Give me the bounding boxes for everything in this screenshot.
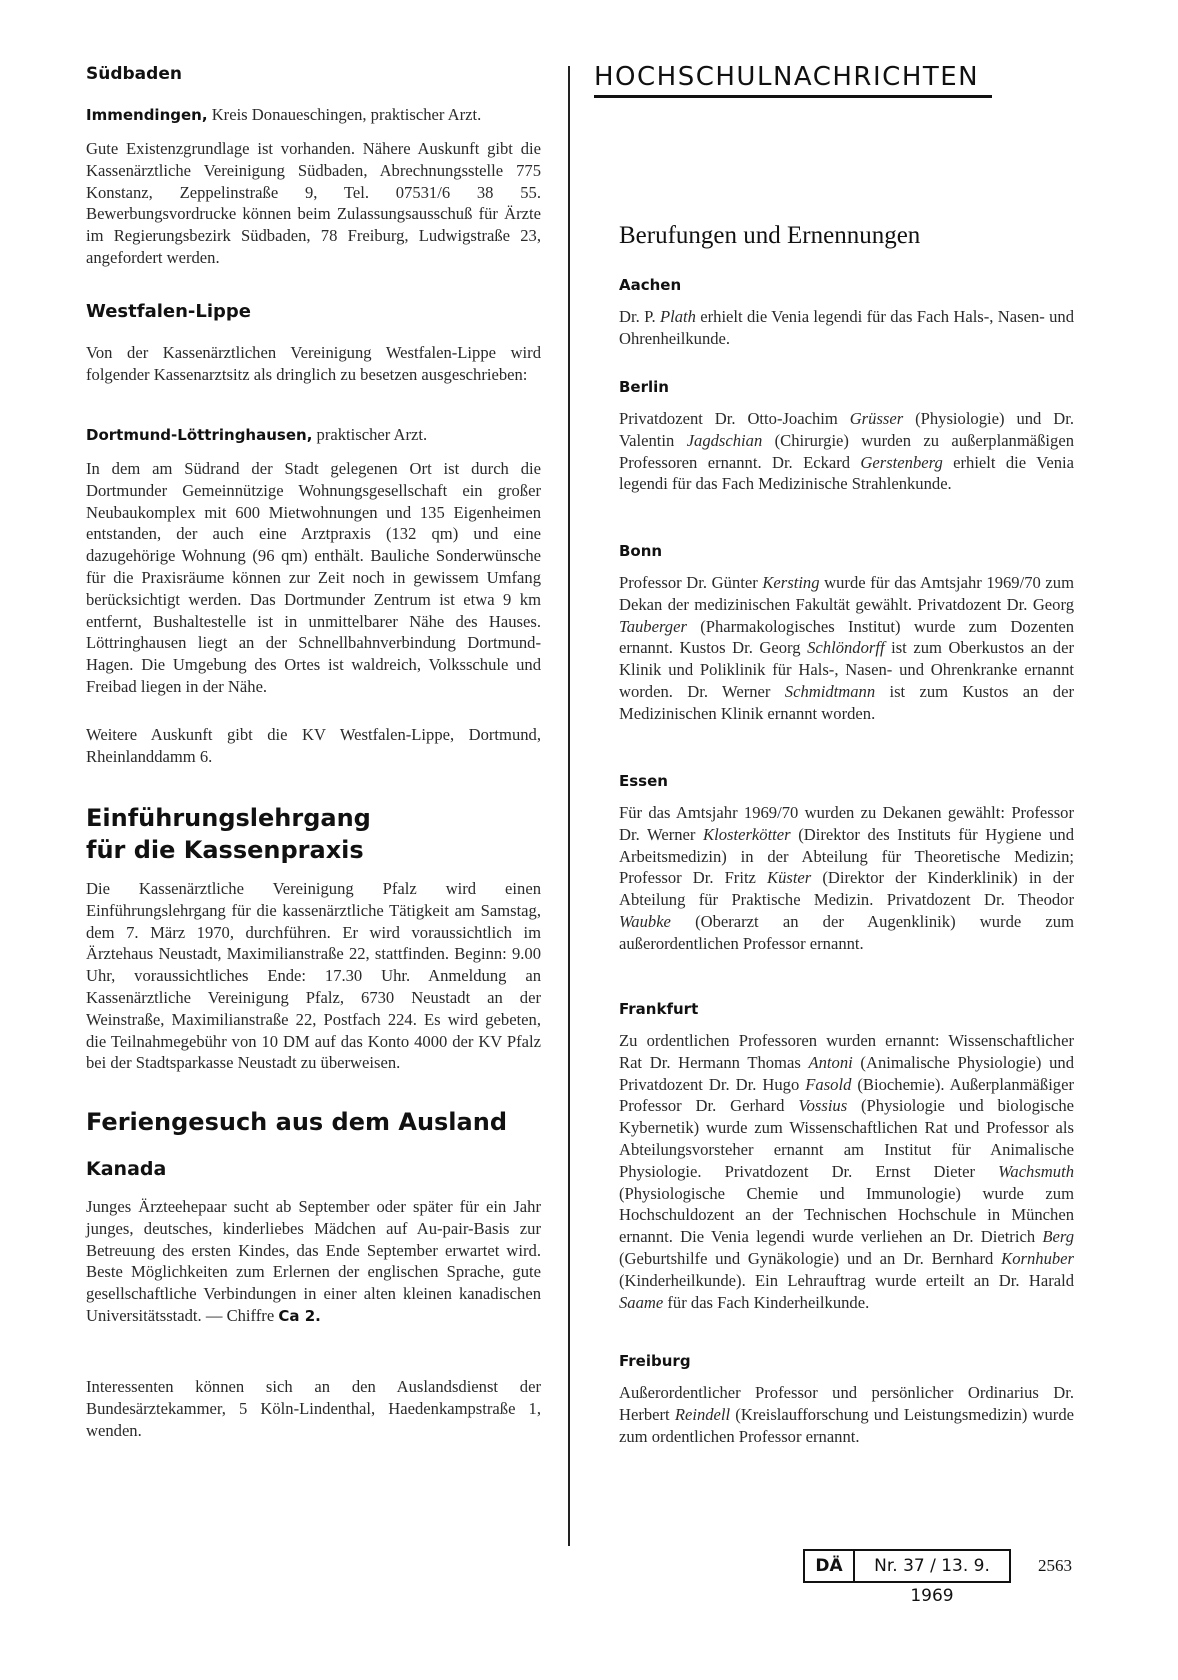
- aachen-text: Dr. P. Plath erhielt die Venia legendi für das Fach Hals-, Nasen- und Ohrenheilkunde.: [619, 307, 1074, 348]
- person-name: Jagdschian: [686, 430, 763, 450]
- section-masthead: HOCHSCHULNACHRICHTEN: [594, 62, 992, 98]
- westfalen-intro: Von der Kassenärztlichen Vereinigung Westfalen-Lippe wird folgender Kassenarztsitz als dringlich zu besetzen ausgeschrieben:: [86, 343, 541, 384]
- person-name: Reindell: [674, 1404, 731, 1424]
- chiffre: Ca 2.: [278, 1306, 321, 1325]
- heading-kanada: Kanada: [86, 1158, 167, 1180]
- suedbaden-text: Gute Existenzgrundlage ist vorhanden. Nähere Auskunft gibt die Kassenärztliche Vereinigung Südbaden, Abrechnungsstelle 775 Konstanz, Zeppelinstraße 9, Tel. 07531/6 38 55. Bewerbungsvordrucke können beim Zulassungsausschuß für Ärzte im Regierungsbezirk Südbaden, 78 Freiburg, Ludwigstraße 23, angefordert werden.: [86, 139, 541, 267]
- person-name: Berg: [1042, 1227, 1074, 1247]
- person-name: Kersting: [762, 573, 820, 592]
- person-name: Antoni: [808, 1052, 853, 1072]
- person-name: Grüsser: [849, 409, 904, 428]
- person-name: Saame: [619, 1292, 664, 1312]
- westfalen-text: In dem am Südrand der Stadt gelegenen Ort ist durch die Dortmunder Gemeinnützige Wohnungsgesellschaft ein großer Neubaukomplex mit 600 Mietwohnungen und 135 Eigenheimen entstanden, der auch eine Arztpraxis (132 qm) und eine dazugehörige Wohnung (96 qm) enthält. Bauliche Sonderwünsche für die Praxisräume können zur Zeit noch in gewissem Umfang berücksichtigt werden. Das Dortmunder Zentrum ist etwa 9 km entfernt, Bushaltestelle ist in unmittelbarer Nähe des Hauses. Löttringhausen liegt an der Schnellbahnverbindung Dortmund-Hagen. Die Umgebung des Ortes ist waldreich, Volksschule und Freibad liegen in der Nähe.: [86, 459, 541, 696]
- person-name: Gerstenberg: [860, 452, 943, 472]
- heading-berlin: Berlin: [619, 378, 669, 396]
- ort-detail: Kreis Donaueschingen, praktischer Arzt.: [207, 105, 482, 124]
- ort-name: Dortmund-Löttringhausen,: [86, 426, 313, 444]
- ferien-text: [86, 1196, 541, 1328]
- person-name: Wachsmuth: [998, 1161, 1074, 1181]
- bonn-text: Professor Dr. Günter Kersting wurde für das Amtsjahr 1969/70 zum Dekan der medizinischen Fakultät gewählt. Privatdozent Dr. Georg Tauberger (Pharmakologisches Institut) wurde zum Dozenten ernannt. Kustos Dr. Georg Schlöndorff ist zum Oberkustos an der Klinik und Poliklinik für Hals-, Nasen- und Ohrenkranke ernannt worden. Dr. Werner Schmidtmann ist zum Kustos an der Medizinischen Klinik ernannt worden.: [619, 573, 1074, 723]
- heading-aachen: Aachen: [619, 276, 682, 294]
- suedbaden-ort: [86, 104, 541, 127]
- person-name: Waubke: [619, 911, 671, 931]
- person-name: Fasold: [805, 1074, 852, 1094]
- heading-bonn: Bonn: [619, 542, 663, 560]
- berlin-text: Privatdozent Dr. Otto-Joachim Grüsser (Physiologie) und Dr. Valentin Jagdschian (Chirurgie) wurden zu außerplanmäßigen Professoren ernannt. Dr. Eckard Gerstenberg erhielt die Venia legendi für das Fach Medizinische Strahlenkunde.: [619, 409, 1074, 494]
- page-number: 2563: [1038, 1556, 1072, 1575]
- heading-suedbaden: Südbaden: [86, 64, 182, 84]
- heading-line: für die Kassenpraxis: [86, 836, 364, 864]
- essen-text: Für das Amtsjahr 1969/70 wurden zu Dekanen gewählt: Professor Dr. Werner Klosterkötter (Direktor des Instituts für Hygiene und Arbeitsmedizin) in der Abteilung für Theoretische Medizin; Professor Dr. Fritz Küster (Direktor der Kinderklinik) in der Abteilung für Praktische Medizin. Privatdozent Dr. Theodor Waubke (Oberarzt an der Augenklinik) wurde zum außerordentlichen Professor ernannt.: [619, 803, 1074, 953]
- frankfurt-text: Zu ordentlichen Professoren wurden ernannt: Wissenschaftlicher Rat Dr. Hermann Thomas Antoni (Animalische Physiologie) und Privatdozent Dr. Dr. Hugo Fasold (Biochemie). Außerplanmäßiger Professor Dr. Gerhard Vossius (Physiologie und biologische Kybernetik) wurde zum Wissenschaftlichen Rat und Professor als Abteilungsvorsteher ernannt am Institut für Animalische Physiologie. Privatdozent Dr. Ernst Dieter Wachsmuth (Physiologische Chemie und Immunologie) wurde zum Hochschuldozent an der Technischen Hochschule in München ernannt. Die Venia legendi wurde verliehen an Dr. Dietrich Berg (Geburtshilfe und Gynäkologie) und an Dr. Bernhard Kornhuber (Kinderheilkunde). Ein Lehrauftrag wurde erteilt an Dr. Harald Saame für das Fach Kinderheilkunde.: [619, 1031, 1075, 1312]
- freiburg-text: Außerordentlicher Professor und persönlicher Ordinarius Dr. Herbert Reindell (Kreislaufforschung und Leistungsmedizin) wurde zum ordentlichen Professor ernannt.: [619, 1383, 1074, 1446]
- heading-essen: Essen: [619, 772, 668, 790]
- person-name: Klosterkötter: [703, 824, 791, 844]
- ort-detail: praktischer Arzt.: [312, 425, 428, 444]
- person-name: Vossius: [798, 1096, 848, 1116]
- ferien-body: Junges Ärzteehepaar sucht ab September oder später für ein Jahr junges, deutsches, kinderliebes Mädchen auf Au-pair-Basis zur Betreuung des ersten Kindes, das Ende September erwartet wird. Beste Möglichkeiten zum Erlernen der englischen Sprache, gute gesellschaftliche Verbindungen in einer alten kleinen kanadischen Universitätsstadt. — Chiffre: [86, 1197, 541, 1325]
- column-divider: [568, 66, 570, 1546]
- person-name: Plath: [659, 307, 696, 326]
- westfalen-outro: Weitere Auskunft gibt die KV Westfalen-Lippe, Dortmund, Rheinlanddamm 6.: [86, 725, 541, 766]
- westfalen-ort: [86, 424, 541, 447]
- heading-einfuehrungslehrgang: [86, 802, 371, 866]
- heading-westfalen-lippe: Westfalen-Lippe: [86, 301, 251, 322]
- journal-logo: DÄ: [803, 1549, 855, 1583]
- section-title: Berufungen und Ernennungen: [619, 222, 921, 249]
- heading-line: Einführungslehrgang: [86, 804, 371, 832]
- heading-frankfurt: Frankfurt: [619, 1000, 699, 1018]
- ferien-outro: Interessenten können sich an den Auslandsdienst der Bundesärztekammer, 5 Köln-Lindenthal, Haedenkampstraße 1, wenden.: [86, 1377, 541, 1440]
- person-name: Tauberger: [619, 616, 687, 636]
- person-name: Kornhuber: [1001, 1248, 1074, 1268]
- heading-freiburg: Freiburg: [619, 1352, 691, 1370]
- person-name: Küster: [767, 868, 812, 888]
- heading-feriengesuch: Feriengesuch aus dem Ausland: [86, 1108, 507, 1136]
- person-name: Schlöndorff: [807, 638, 885, 658]
- ort-name: Immendingen,: [86, 106, 208, 124]
- lehrgang-text: Die Kassenärztliche Vereinigung Pfalz wird einen Einführungslehrgang für die kassenärztliche Tätigkeit am Samstag, dem 7. März 1970, durchführen. Er wird voraussichtlich im Ärztehaus Neustadt, Maximilianstraße 22, stattfinden. Beginn: 9.00 Uhr, voraussichtliches Ende: 17.30 Uhr. Anmeldung an Kassenärztliche Vereinigung Pfalz, 6730 Neustadt an der Weinstraße, Maximilianstraße 22, Postfach 224. Es wird gebeten, die Teilnahmegebühr von 10 DM auf das Konto 4000 der KV Pfalz bei der Stadtsparkasse Neustadt zu überweisen.: [86, 879, 541, 1073]
- issue-info: Nr. 37 / 13. 9. 1969: [853, 1549, 1011, 1583]
- person-name: Schmidtmann: [784, 681, 876, 701]
